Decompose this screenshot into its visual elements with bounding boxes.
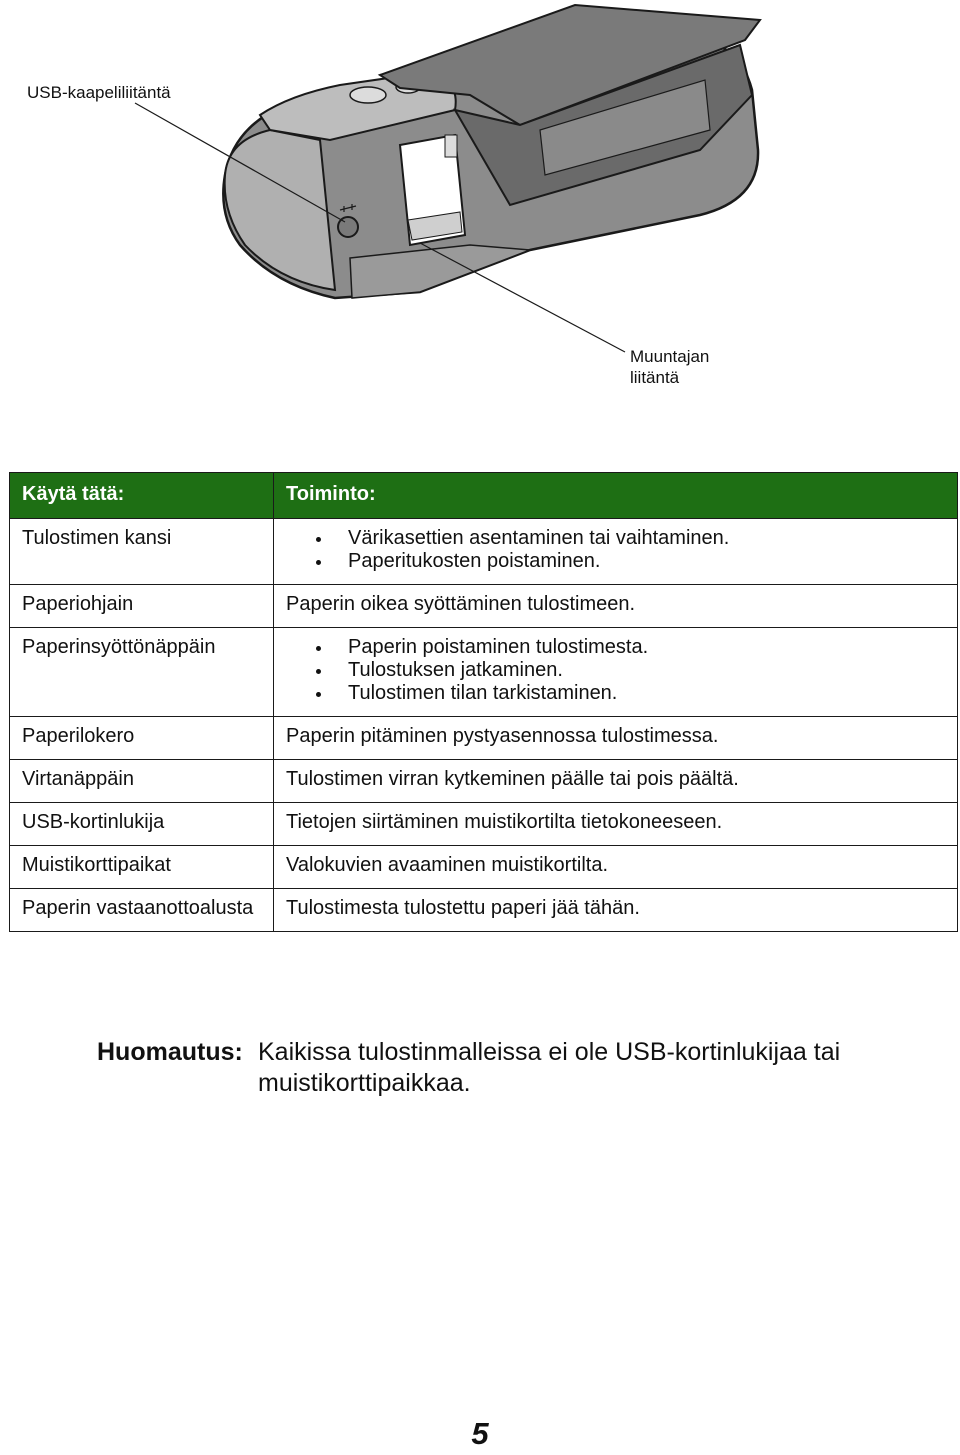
table-row [10,519,958,585]
table-row [10,889,958,932]
printer-drawing [0,0,960,420]
function-bullet: Tulostimen tilan tarkistaminen. [286,682,945,705]
part-name: Paperin vastaanottoalusta [10,889,274,932]
function-bullet: Värikasettien asentaminen tai vaihtaminen. [286,527,945,550]
usb-cable-port-label: USB-kaapeliliitäntä [27,83,171,102]
part-name: Paperinsyöttönäppäin [10,628,274,717]
page-number: 5 [471,1416,489,1451]
note-text: Kaikissa tulostinmalleissa ei ole USB-kortinlukijaa tai muistikorttipaikkaa. [258,1038,841,1097]
part-function: Tietojen siirtäminen muistikortilta tietokoneeseen. [274,803,958,846]
table-row [10,803,958,846]
part-function: Tulostimen virran kytkeminen päälle tai pois päältä. [274,760,958,803]
part-function: Tulostimesta tulostettu paperi jää tähän. [274,889,958,932]
part-function [274,519,958,585]
part-function: Valokuvien avaaminen muistikortilta. [274,846,958,889]
part-name: Paperiohjain [10,585,274,628]
table-row [10,717,958,760]
function-bullet: Paperin poistaminen tulostimesta. [286,636,945,659]
printer-rear-illustration [0,0,960,420]
part-function [274,628,958,717]
header-use: Käytä tätä: [10,473,274,519]
note-label: Huomautus: [97,1038,243,1066]
header-function: Toiminto: [274,473,958,519]
table-row [10,846,958,889]
printer-parts-table [9,472,958,932]
part-name: Muistikorttipaikat [10,846,274,889]
table-row [10,585,958,628]
part-name: Tulostimen kansi [10,519,274,585]
printer-rear-face [225,130,335,290]
part-name: Paperilokero [10,717,274,760]
card-reader-led [445,135,457,157]
part-function: Paperin pitäminen pystyasennossa tulostimessa. [274,717,958,760]
function-bullet: Paperitukosten poistaminen. [286,550,945,573]
table-header-row [10,473,958,519]
part-name: USB-kortinlukija [10,803,274,846]
part-function: Paperin oikea syöttäminen tulostimeen. [274,585,958,628]
power-button-shape [350,87,386,103]
table-row [10,760,958,803]
adapter-callout-line [420,243,625,352]
part-name: Virtanäppäin [10,760,274,803]
adapter-port-label: Muuntajan liitäntä [630,347,710,387]
note [97,1037,897,1099]
table-row [10,628,958,717]
function-bullet: Tulostuksen jatkaminen. [286,659,945,682]
